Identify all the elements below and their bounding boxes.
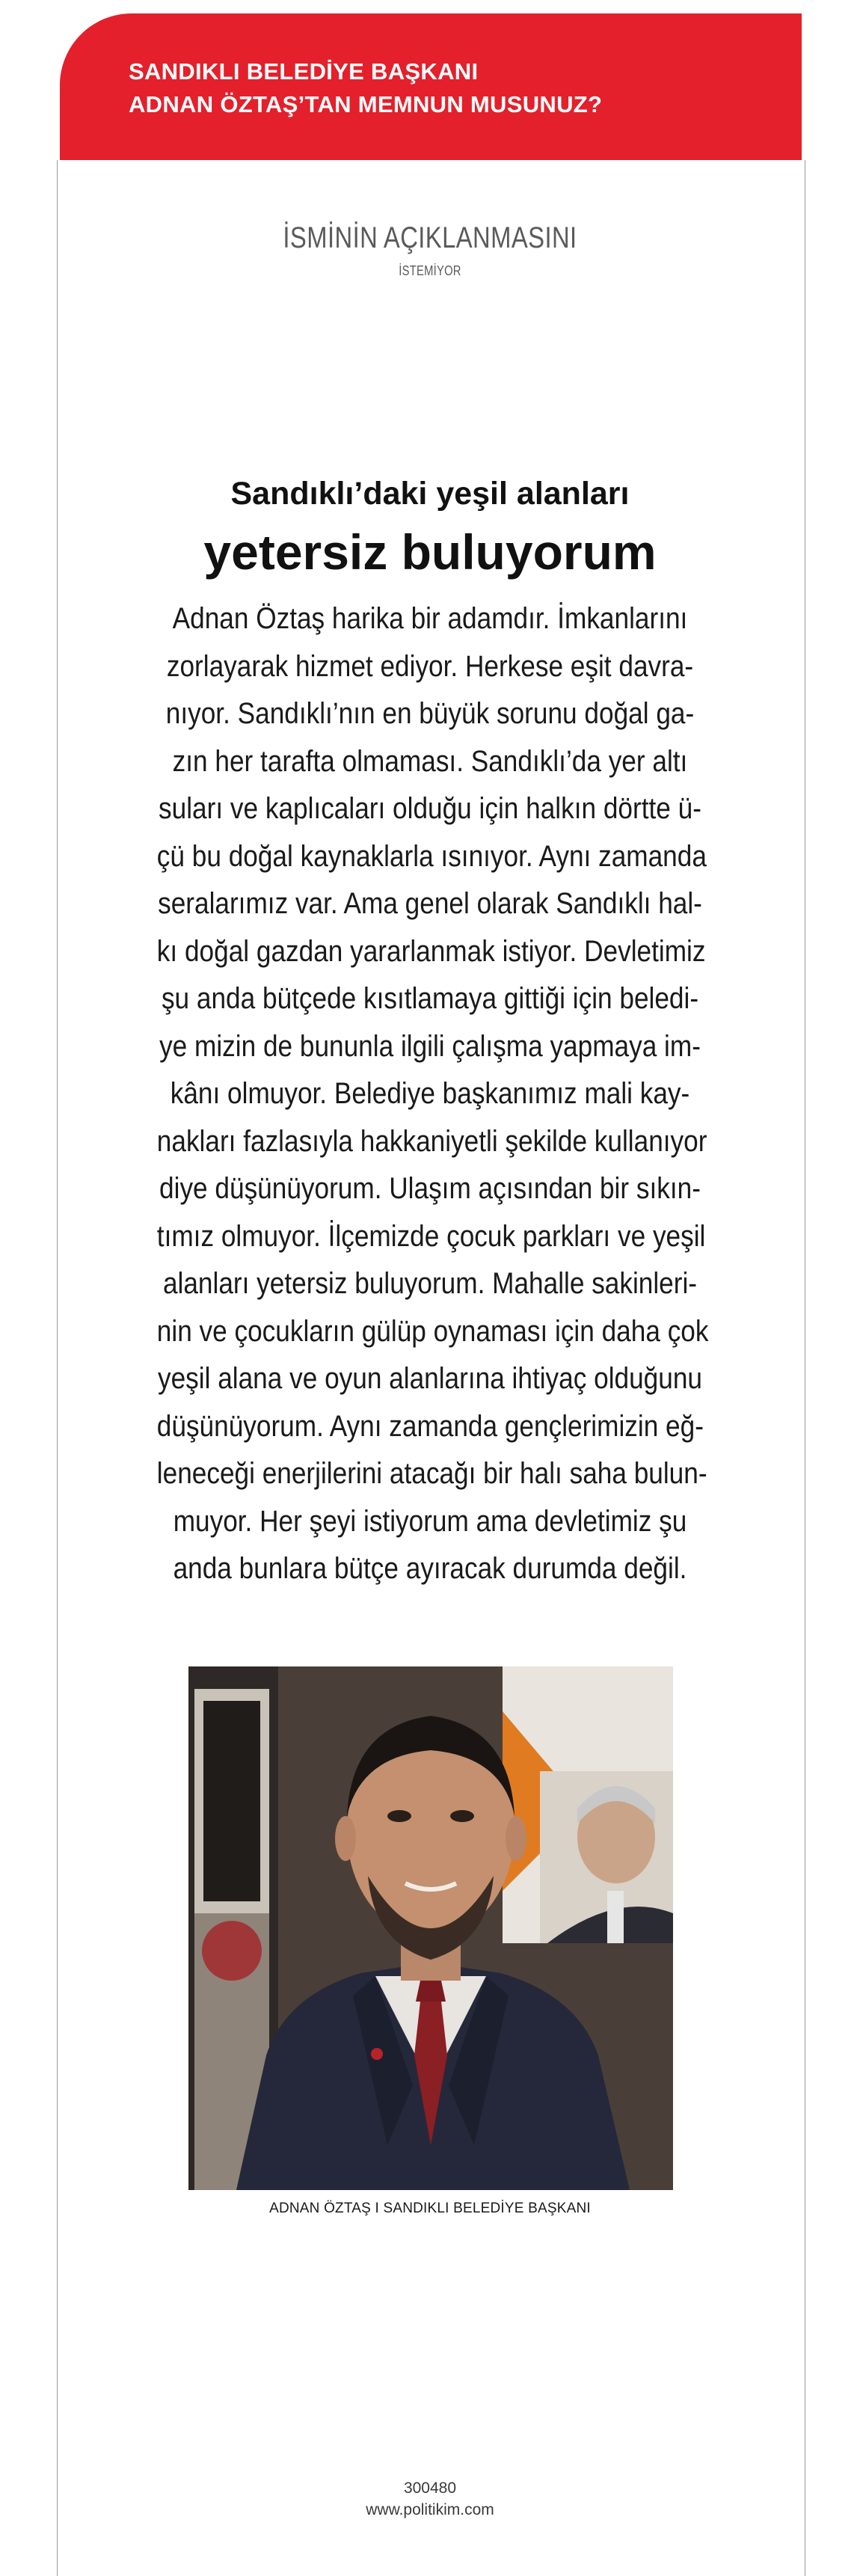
body-line: şu anda bütçede kısıtlamaya gittiği için beledi-: [161, 982, 699, 1015]
banner-title-line-2: ADNAN ÖZTAŞ’TAN MEMNUN MUSUNUZ?: [129, 91, 603, 117]
body-line: tımız olmuyor. İlçemizde çocuk parkları ve yeşil: [156, 1219, 706, 1253]
portrait-photo: [188, 1666, 673, 2190]
body-line: nıyor. Sandıklı’nın en büyük sorunu doğal ga-: [165, 697, 695, 730]
body-line: alanları yetersiz buluyorum. Mahalle sakinleri-: [162, 1267, 698, 1300]
body-line: çü bu doğal kaynaklarla ısınıyor. Aynı zamanda: [156, 839, 707, 873]
article-body: [120, 595, 740, 1593]
body-line: düşünüyorum. Aynı zamanda gençlerimizin eğ-: [156, 1409, 704, 1443]
headline-line-1: Sandıklı’daki yeşil alanları: [230, 476, 630, 512]
footer-code: 300480: [403, 2480, 457, 2497]
body-line: anda bunlara bütçe ayıracak durumda değil.: [173, 1552, 687, 1585]
body-line: zorlayarak hizmet ediyor. Herkese eşit davra-: [166, 649, 694, 683]
body-line: ye mizin de bununla ilgili çalışma yapmaya im-: [159, 1029, 701, 1063]
headline-line-2: yetersiz buluyorum: [203, 524, 657, 580]
source-note: İSTEMİYOR: [399, 263, 461, 278]
portrait-illustration: [188, 1666, 673, 2190]
body-line: zın her tarafta olmaması. Sandıklı’da yer altı: [172, 744, 688, 778]
body-line: seralarımız var. Ama genel olarak Sandıklı hal-: [158, 887, 702, 920]
body-line: nakları fazlasıyla hakkaniyetli şekilde kullanıyor: [156, 1124, 707, 1158]
body-line: kânı olmuyor. Belediye başkanımız mali kay-: [170, 1077, 690, 1110]
header-banner: [60, 13, 802, 160]
banner-title-line-1: SANDIKLI BELEDİYE BAŞKANI: [129, 58, 479, 85]
body-line: yeşil alana ve oyun alanlarına ihtiyaç olduğunu: [158, 1362, 702, 1395]
body-line: Adnan Öztaş harika bir adamdır. İmkanlarını: [172, 602, 688, 635]
photo-caption: ADNAN ÖZTAŞ I SANDIKLI BELEDİYE BAŞKANI: [269, 2201, 591, 2216]
body-line: nin ve çocukların gülüp oynaması için daha çok: [156, 1314, 709, 1348]
body-line: leneceği enerjilerini atacağı bir halı saha bulun-: [156, 1457, 707, 1490]
source-name: İSMİNİN AÇIKLANMASINI: [283, 221, 577, 254]
footer-website-link[interactable]: www.politikim.com: [366, 2501, 494, 2518]
body-line: kı doğal gazdan yararlanmak istiyor. Devletimiz: [156, 934, 706, 968]
body-line: suları ve kaplıcaları olduğu için halkın dörtte ü-: [159, 792, 701, 825]
body-line: muyor. Her şeyi istiyorum ama devletimiz şu: [173, 1504, 687, 1538]
body-line: diye düşünüyorum. Ulaşım açısından bir sıkın-: [159, 1172, 701, 1205]
